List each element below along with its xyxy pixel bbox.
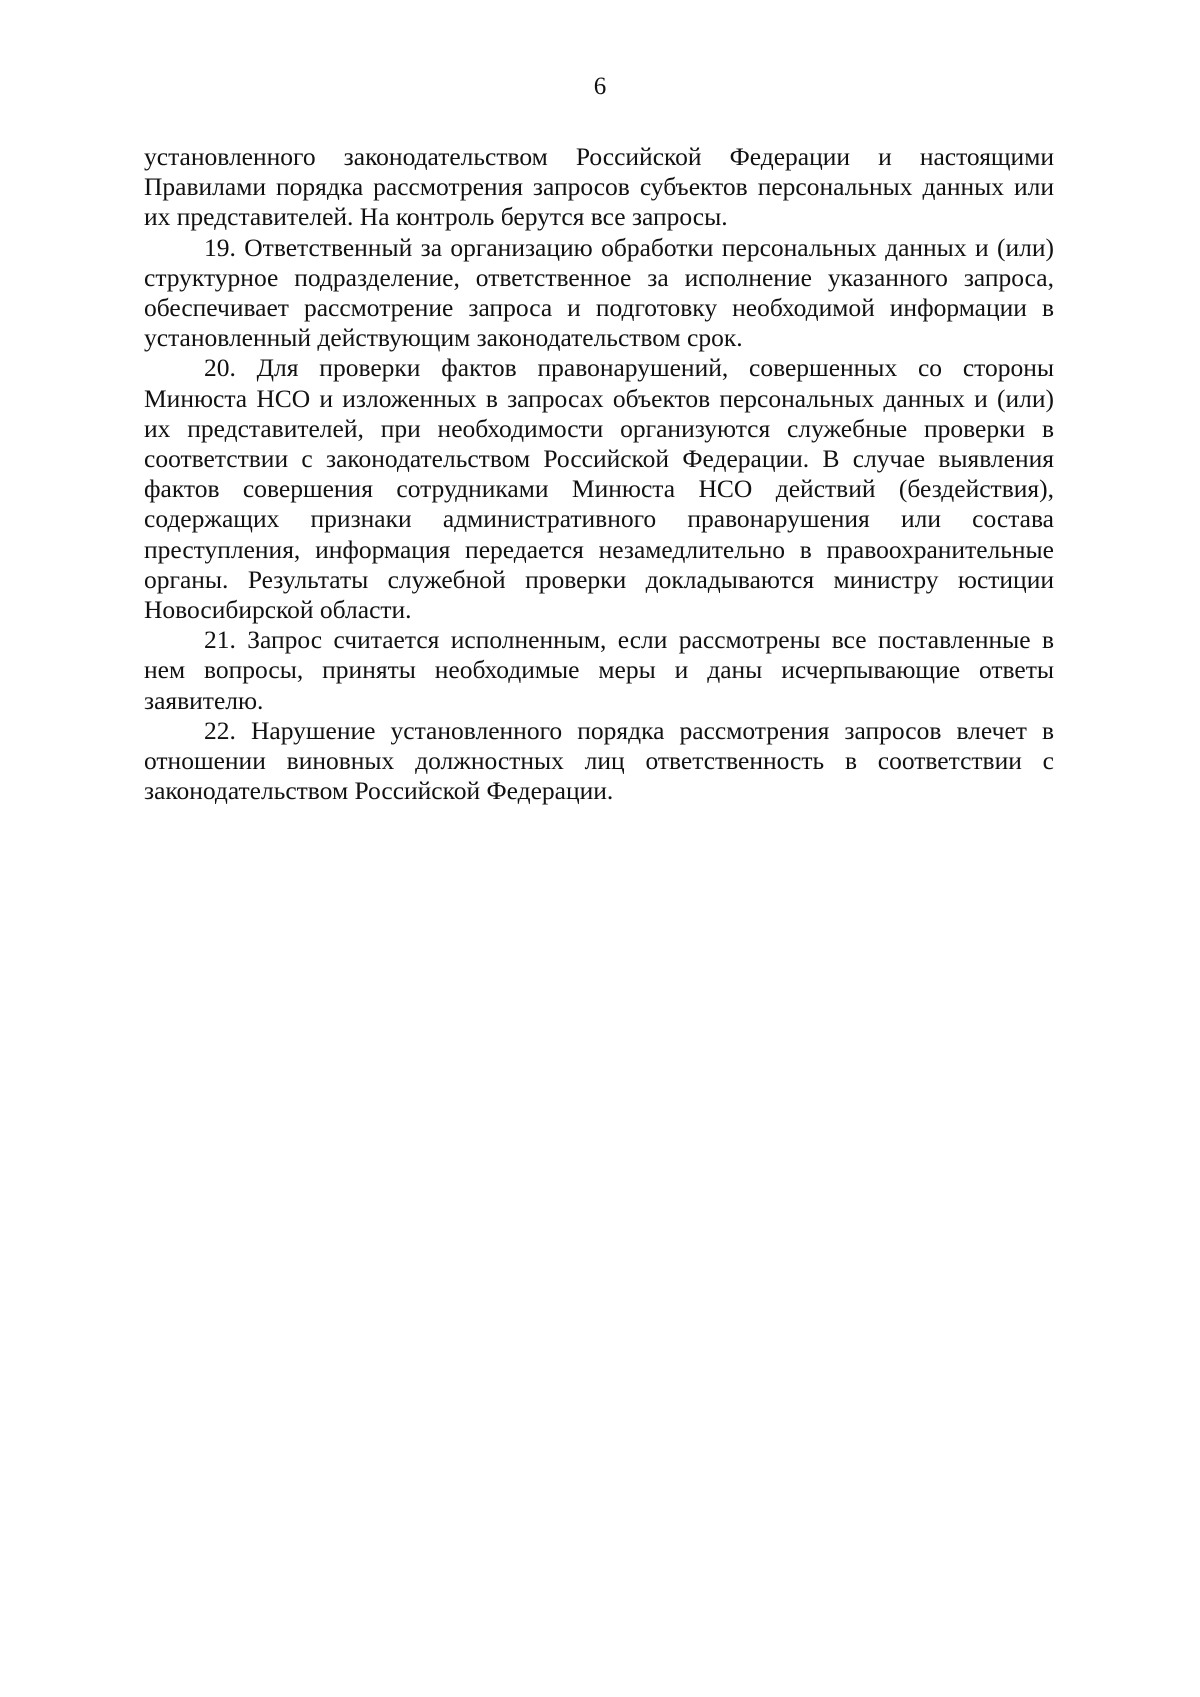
paragraph-20: 20. Для проверки фактов правонарушений, совершенных со стороны Минюста НСО и изложенных в запросах объектов персональных данных и (или) их представителей, при необходимости организуются служебные проверки в соответствии с законодательством Российской Федерации. В случае выявления фактов совершения сотрудниками Минюста НСО действий (бездействия), содержащих признаки административного правонарушения или состава преступления, информация передается незамедлительно в правоохранительные органы. Результаты служебной проверки докладываются министру юстиции Новосибирской области. [144, 353, 1054, 625]
paragraph-22: 22. Нарушение установленного порядка рассмотрения запросов влечет в отношении виновных должностных лиц ответственность в соответствии с законодательством Российской Федерации. [144, 715, 1054, 806]
document-body [144, 142, 1054, 806]
paragraph-21: 21. Запрос считается исполненным, если рассмотрены все поставленные в нем вопросы, приняты необходимые меры и даны исчерпывающие ответы заявителю. [144, 625, 1054, 715]
paragraph-19: 19. Ответственный за организацию обработки персональных данных и (или) структурное подразделение, ответственное за исполнение указанного запроса, обеспечивает рассмотрение запроса и подготовку необходимой информации в установленный действующим законодательством срок. [144, 232, 1054, 353]
page-number: 6 [593, 73, 607, 100]
paragraph-continuation: установленного законодательством Российской Федерации и настоящими Правилами порядка рассмотрения запросов субъектов персональных данных или их представителей. На контроль берутся все запросы. [144, 142, 1054, 232]
